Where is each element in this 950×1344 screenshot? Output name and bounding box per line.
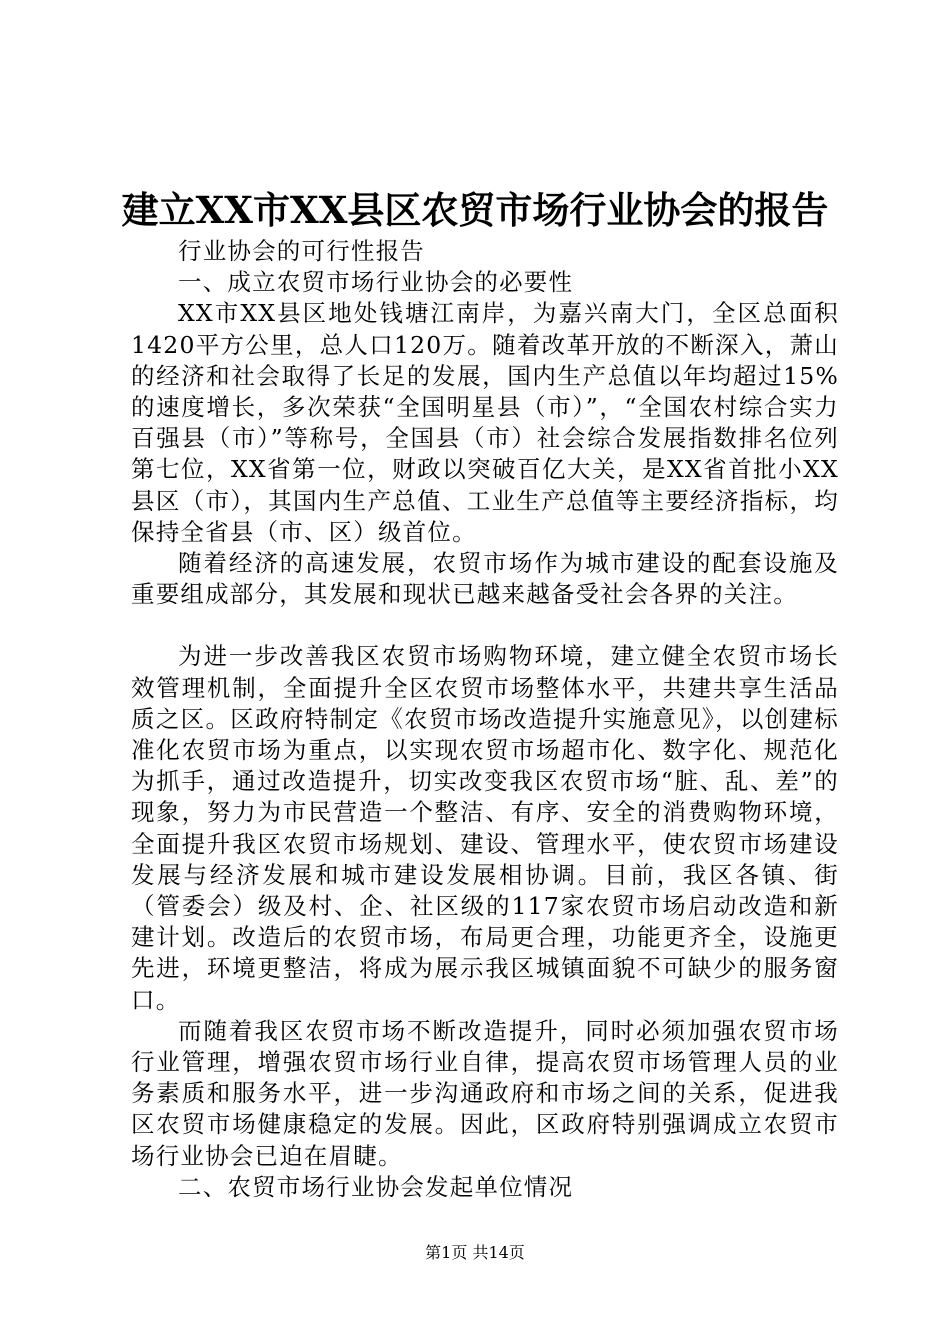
section-heading-1: 一、成立农贸市场行业协会的必要性 (178, 268, 574, 297)
paragraph-development: 随着经济的高速发展，农贸市场作为城市建设的配套设施及重要组成部分，其发展和现状已越来越备受社会各界的关注。 (131, 549, 839, 609)
paragraph-association-need: 而随着我区农贸市场不断改造提升，同时必须加强农贸市场行业管理，增强农贸市场行业自律，提高农贸市场管理人员的业务素质和服务水平，进一步沟通政府和市场之间的关系，促进我区农贸市场健康稳定的发展。因此，区政府特别强调成立农贸市场行业协会已迫在眉睫。 (131, 1016, 839, 1170)
section-heading-2: 二、农贸市场行业协会发起单位情况 (178, 1172, 574, 1201)
paragraph-overview: XX市XX县区地处钱塘江南岸，为嘉兴南大门，全区总面积1420平方公里，总人口120万。随着改革开放的不断深入，萧山的经济和社会取得了长足的发展，国内生产总值以年均超过15%的速度增长，多次荣获“全国明星县（市）”，“全国农村综合实力百强县（市）”等称号，全国县（市）社会综合发展指数排名位列第七位，XX省第一位，财政以突破百亿大关，是XX省首批小XX县区（市），其国内生产总值、工业生产总值等主要经济指标，均保持全省县（市、区）级首位。 (131, 299, 839, 546)
paragraph-improvement: 为进一步改善我区农贸市场购物环境，建立健全农贸市场长效管理机制，全面提升全区农贸市场整体水平，共建共享生活品质之区。区政府特制定《农贸市场改造提升实施意见》，以创建标准化农贸市场为重点，以实现农贸市场超市化、数字化、规范化为抓手，通过改造提升，切实改变我区农贸市场“脏、乱、差”的现象，努力为市民营造一个整洁、有序、安全的消费购物环境，全面提升我区农贸市场规划、建设、管理水平，使农贸市场建设发展与经济发展和城市建设发展相协调。目前，我区各镇、街（管委会）级及村、企、社区级的117家农贸市场启动改造和新建计划。改造后的农贸市场，布局更合理，功能更齐全，设施更先进，环境更整洁，将成为展示我区城镇面貌不可缺少的服务窗口。 (131, 642, 839, 1014)
page-footer: 第1页 共14页 (425, 1243, 525, 1262)
paragraph-subtitle: 行业协会的可行性报告 (178, 237, 425, 265)
document-title: 建立XX市XX县区农贸市场行业协会的报告 (121, 188, 829, 232)
document-body (131, 236, 839, 1203)
